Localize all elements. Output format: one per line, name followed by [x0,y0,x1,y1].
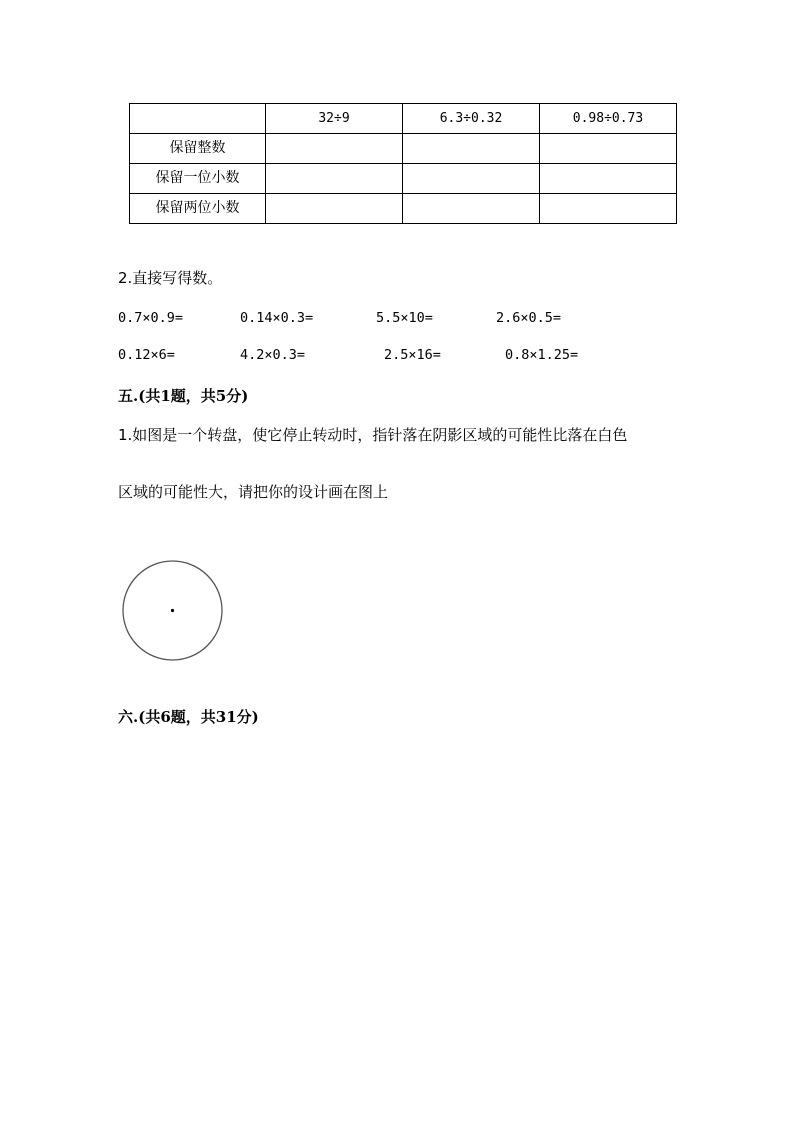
table-header-cell: 6.3÷0.32 [403,104,540,134]
table-row [130,194,677,224]
calc-item: 2.6×0.5= [496,310,562,326]
answer-cell [540,134,677,164]
table-header-cell [130,104,266,134]
calc-item: 0.8×1.25= [505,347,579,363]
spinner-circle[interactable] [122,560,223,661]
section-6-heading: 六.(共6题，共31分) [118,708,259,726]
q1-text-line2: 区域的可能性大，请把你的设计画在图上 [118,483,389,501]
table-header-cell: 0.98÷0.73 [540,104,677,134]
section-5-heading: 五.(共1题，共5分) [118,387,249,405]
calc-item: 0.14×0.3= [240,310,314,326]
answer-cell [266,194,403,224]
answer-cell [403,164,540,194]
row-label: 保留一位小数 [130,164,266,194]
calc-item: 0.12×6= [118,347,175,363]
answer-cell [266,134,403,164]
row-label: 保留两位小数 [130,194,266,224]
calc-item: 2.5×16= [384,347,441,363]
calc-item: 0.7×0.9= [118,310,184,326]
calc-item: 4.2×0.3= [240,347,306,363]
answer-cell [540,194,677,224]
answer-cell [403,194,540,224]
table-header-cell: 32÷9 [266,104,403,134]
answer-cell [266,164,403,194]
q2-title: 2.直接写得数。 [118,269,223,287]
spinner-center-dot [171,609,174,612]
answer-cell [540,164,677,194]
row-label: 保留整数 [130,134,266,164]
rounding-table [129,103,677,224]
q1-text-line1: 1.如图是一个转盘，使它停止转动时，指针落在阴影区域的可能性比落在白色 [118,426,628,444]
table-row [130,134,677,164]
calc-item: 5.5×10= [376,310,433,326]
answer-cell [403,134,540,164]
table-header-row [130,104,677,134]
table-row [130,164,677,194]
